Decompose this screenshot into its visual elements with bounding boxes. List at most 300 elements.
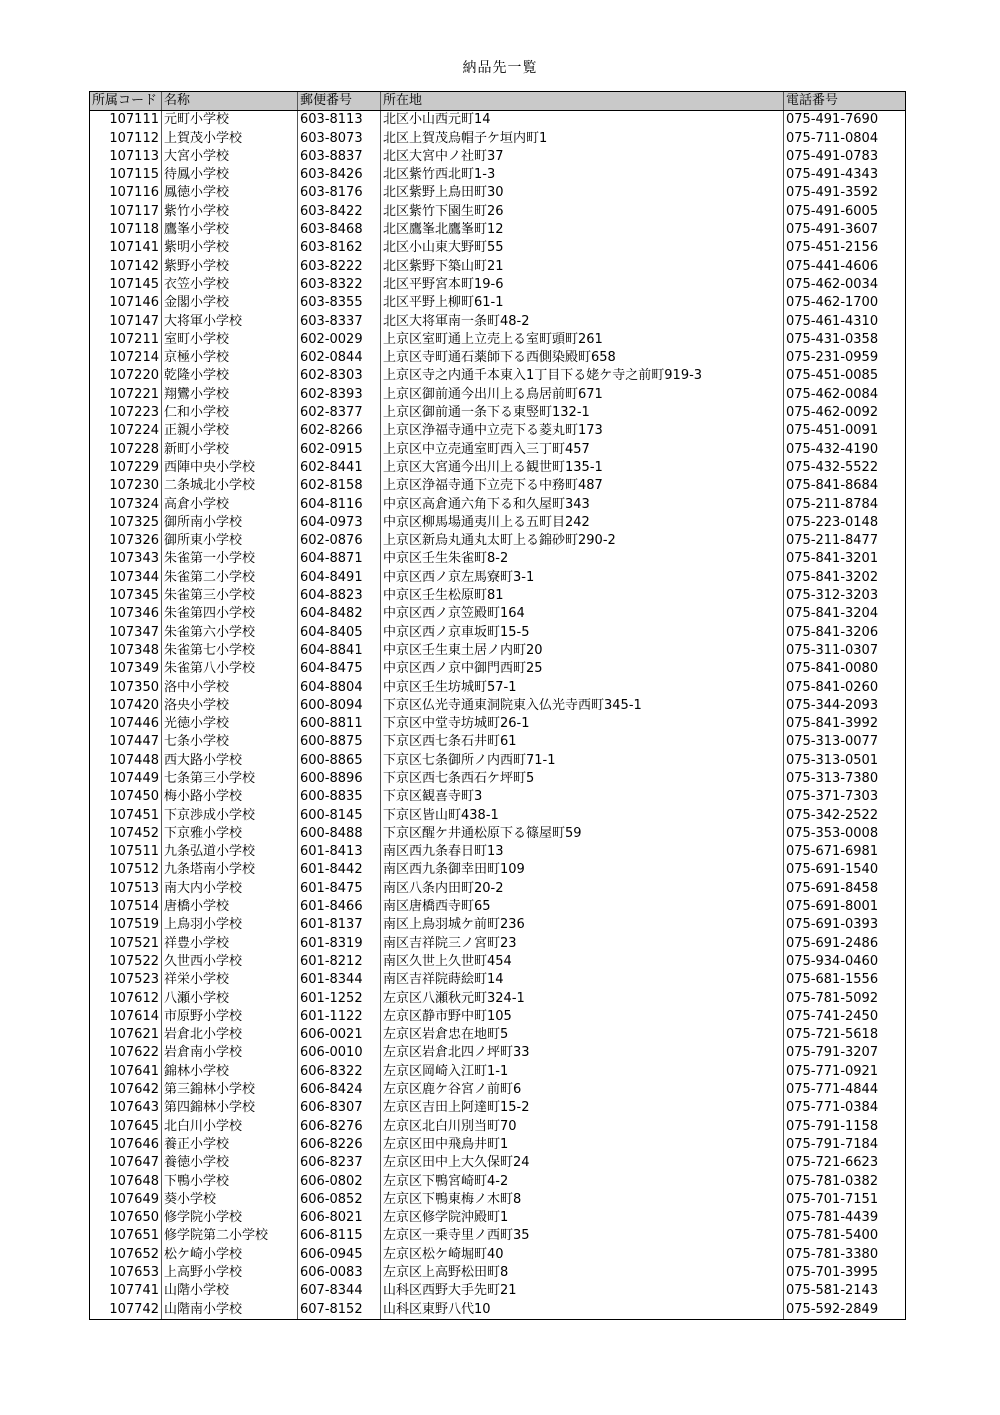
table-row (90, 550, 906, 568)
cell-code: 107622 (90, 1044, 162, 1062)
cell-name: 山階南小学校 (162, 1301, 298, 1320)
cell-code: 107350 (90, 679, 162, 697)
table-row (90, 166, 906, 184)
cell-postal: 606-0021 (298, 1026, 381, 1044)
cell-postal: 606-8226 (298, 1136, 381, 1154)
cell-address: 中京区壬生坊城町57-1 (381, 679, 784, 697)
table-row (90, 367, 906, 385)
table-row (90, 1173, 906, 1191)
cell-phone: 075-841-3206 (784, 624, 906, 642)
table-row (90, 1136, 906, 1154)
cell-code: 107112 (90, 130, 162, 148)
cell-address: 北区大宮中ノ社町37 (381, 148, 784, 166)
cell-name: 大将軍小学校 (162, 313, 298, 331)
cell-postal: 602-8158 (298, 477, 381, 495)
cell-address: 中京区壬生松原町81 (381, 587, 784, 605)
cell-postal: 606-8424 (298, 1081, 381, 1099)
cell-phone: 075-691-2486 (784, 935, 906, 953)
cell-address: 上京区新烏丸通丸太町上る錦砂町290-2 (381, 532, 784, 550)
cell-postal: 604-0973 (298, 514, 381, 532)
cell-postal: 607-8344 (298, 1282, 381, 1300)
cell-code: 107349 (90, 660, 162, 678)
cell-phone: 075-491-7690 (784, 111, 906, 130)
cell-phone: 075-461-4310 (784, 313, 906, 331)
cell-address: 北区鷹峯北鷹峯町12 (381, 221, 784, 239)
table-row (90, 660, 906, 678)
cell-name: 梅小路小学校 (162, 788, 298, 806)
table-row (90, 807, 906, 825)
cell-name: 下鴨小学校 (162, 1173, 298, 1191)
cell-phone: 075-711-0804 (784, 130, 906, 148)
cell-postal: 603-8468 (298, 221, 381, 239)
cell-postal: 606-0945 (298, 1246, 381, 1264)
cell-name: 鷹峯小学校 (162, 221, 298, 239)
cell-postal: 603-8422 (298, 203, 381, 221)
cell-name: 大宮小学校 (162, 148, 298, 166)
cell-name: 八瀬小学校 (162, 990, 298, 1008)
cell-name: 祥豊小学校 (162, 935, 298, 953)
cell-phone: 075-311-0307 (784, 642, 906, 660)
cell-phone: 075-701-7151 (784, 1191, 906, 1209)
cell-postal: 602-8266 (298, 422, 381, 440)
table-row (90, 1246, 906, 1264)
cell-phone: 075-841-0260 (784, 679, 906, 697)
cell-postal: 606-0010 (298, 1044, 381, 1062)
cell-code: 107326 (90, 532, 162, 550)
cell-name: 紫野小学校 (162, 258, 298, 276)
cell-name: 上鳥羽小学校 (162, 916, 298, 934)
cell-postal: 602-0844 (298, 349, 381, 367)
cell-address: 左京区岩倉北四ノ坪町33 (381, 1044, 784, 1062)
cell-address: 上京区寺町通石薬師下る西側染殿町658 (381, 349, 784, 367)
cell-code: 107513 (90, 880, 162, 898)
cell-phone: 075-451-0091 (784, 422, 906, 440)
cell-code: 107643 (90, 1099, 162, 1117)
cell-address: 左京区田中上大久保町24 (381, 1154, 784, 1172)
table-row (90, 459, 906, 477)
cell-code: 107344 (90, 569, 162, 587)
header-code: 所属コード (90, 92, 162, 111)
cell-phone: 075-211-8784 (784, 496, 906, 514)
cell-phone: 075-841-3992 (784, 715, 906, 733)
cell-address: 北区紫野下築山町21 (381, 258, 784, 276)
cell-code: 107614 (90, 1008, 162, 1026)
cell-postal: 600-8811 (298, 715, 381, 733)
cell-code: 107449 (90, 770, 162, 788)
table-row (90, 861, 906, 879)
cell-address: 上京区浄福寺通中立売下る菱丸町173 (381, 422, 784, 440)
cell-phone: 075-344-2093 (784, 697, 906, 715)
cell-phone: 075-934-0460 (784, 953, 906, 971)
cell-phone: 075-431-0358 (784, 331, 906, 349)
cell-address: 南区吉祥院三ノ宮町23 (381, 935, 784, 953)
cell-code: 107346 (90, 605, 162, 623)
cell-address: 南区久世上久世町454 (381, 953, 784, 971)
cell-phone: 075-841-3204 (784, 605, 906, 623)
cell-address: 南区八条内田町20-2 (381, 880, 784, 898)
cell-code: 107230 (90, 477, 162, 495)
table-row (90, 990, 906, 1008)
cell-phone: 075-781-0382 (784, 1173, 906, 1191)
cell-address: 中京区西ノ京笠殿町164 (381, 605, 784, 623)
cell-name: 山階小学校 (162, 1282, 298, 1300)
cell-postal: 604-8841 (298, 642, 381, 660)
cell-name: 岩倉北小学校 (162, 1026, 298, 1044)
cell-code: 107448 (90, 752, 162, 770)
cell-phone: 075-211-8477 (784, 532, 906, 550)
cell-address: 左京区岡崎入江町1-1 (381, 1063, 784, 1081)
cell-postal: 603-8162 (298, 239, 381, 257)
cell-postal: 603-8222 (298, 258, 381, 276)
cell-code: 107141 (90, 239, 162, 257)
cell-phone: 075-231-0959 (784, 349, 906, 367)
cell-postal: 600-8488 (298, 825, 381, 843)
cell-address: 左京区修学院沖殿町1 (381, 1209, 784, 1227)
cell-phone: 075-691-1540 (784, 861, 906, 879)
cell-name: 紫竹小学校 (162, 203, 298, 221)
cell-address: 左京区北白川別当町70 (381, 1118, 784, 1136)
cell-address: 左京区上高野松田町8 (381, 1264, 784, 1282)
cell-code: 107343 (90, 550, 162, 568)
table-row (90, 477, 906, 495)
cell-phone: 075-781-3380 (784, 1246, 906, 1264)
cell-postal: 604-8871 (298, 550, 381, 568)
table-row (90, 587, 906, 605)
cell-address: 北区平野宮本町19-6 (381, 276, 784, 294)
cell-postal: 603-8176 (298, 184, 381, 202)
cell-name: 高倉小学校 (162, 496, 298, 514)
cell-postal: 606-0852 (298, 1191, 381, 1209)
cell-address: 中京区西ノ京中御門西町25 (381, 660, 784, 678)
table-row (90, 715, 906, 733)
cell-name: 洛中小学校 (162, 679, 298, 697)
table-row (90, 898, 906, 916)
cell-postal: 604-8405 (298, 624, 381, 642)
cell-postal: 606-8307 (298, 1099, 381, 1117)
cell-address: 上京区中立売通室町西入三丁町457 (381, 441, 784, 459)
cell-name: 九条弘道小学校 (162, 843, 298, 861)
cell-name: 朱雀第四小学校 (162, 605, 298, 623)
cell-phone: 075-491-4343 (784, 166, 906, 184)
cell-address: 左京区岩倉忠在地町5 (381, 1026, 784, 1044)
cell-address: 中京区壬生東土居ノ内町20 (381, 642, 784, 660)
cell-postal: 600-8896 (298, 770, 381, 788)
table-row (90, 496, 906, 514)
cell-postal: 606-0802 (298, 1173, 381, 1191)
table-row (90, 1081, 906, 1099)
cell-code: 107648 (90, 1173, 162, 1191)
cell-postal: 602-0876 (298, 532, 381, 550)
cell-phone: 075-581-2143 (784, 1282, 906, 1300)
header-phone: 電話番号 (784, 92, 906, 111)
cell-phone: 075-313-0501 (784, 752, 906, 770)
table-row (90, 935, 906, 953)
cell-postal: 602-0915 (298, 441, 381, 459)
cell-address: 左京区吉田上阿達町15-2 (381, 1099, 784, 1117)
cell-postal: 602-8393 (298, 386, 381, 404)
cell-address: 中京区西ノ京左馬寮町3-1 (381, 569, 784, 587)
cell-postal: 604-8482 (298, 605, 381, 623)
cell-phone: 075-313-7380 (784, 770, 906, 788)
cell-address: 山科区西野大手先町21 (381, 1282, 784, 1300)
cell-code: 107519 (90, 916, 162, 934)
cell-phone: 075-771-0921 (784, 1063, 906, 1081)
cell-name: 仁和小学校 (162, 404, 298, 422)
cell-phone: 075-721-6623 (784, 1154, 906, 1172)
cell-phone: 075-312-3203 (784, 587, 906, 605)
cell-postal: 606-8276 (298, 1118, 381, 1136)
cell-code: 107116 (90, 184, 162, 202)
cell-phone: 075-353-0008 (784, 825, 906, 843)
cell-code: 107145 (90, 276, 162, 294)
cell-phone: 075-841-3202 (784, 569, 906, 587)
cell-postal: 604-8823 (298, 587, 381, 605)
cell-name: 乾隆小学校 (162, 367, 298, 385)
cell-address: 山科区東野八代10 (381, 1301, 784, 1320)
cell-address: 上京区寺之内通千本東入1丁目下る姥ケ寺之前町919-3 (381, 367, 784, 385)
cell-code: 107324 (90, 496, 162, 514)
cell-address: 下京区観喜寺町3 (381, 788, 784, 806)
cell-address: 下京区西七条石井町61 (381, 733, 784, 751)
cell-name: 新町小学校 (162, 441, 298, 459)
table-row (90, 916, 906, 934)
cell-name: 下京雅小学校 (162, 825, 298, 843)
cell-name: 西大路小学校 (162, 752, 298, 770)
header-address: 所在地 (381, 92, 784, 111)
cell-code: 107523 (90, 971, 162, 989)
table-row (90, 770, 906, 788)
header-name: 名称 (162, 92, 298, 111)
cell-address: 中京区西ノ京車坂町15-5 (381, 624, 784, 642)
table-row (90, 184, 906, 202)
cell-postal: 601-8344 (298, 971, 381, 989)
cell-postal: 600-8145 (298, 807, 381, 825)
table-row (90, 1044, 906, 1062)
table-row (90, 1227, 906, 1245)
table-row (90, 441, 906, 459)
cell-phone: 075-721-5618 (784, 1026, 906, 1044)
cell-address: 上京区御前通一条下る東竪町132-1 (381, 404, 784, 422)
cell-name: 久世西小学校 (162, 953, 298, 971)
cell-name: 七条第三小学校 (162, 770, 298, 788)
cell-code: 107347 (90, 624, 162, 642)
cell-phone: 075-371-7303 (784, 788, 906, 806)
cell-code: 107521 (90, 935, 162, 953)
cell-code: 107642 (90, 1081, 162, 1099)
cell-code: 107646 (90, 1136, 162, 1154)
cell-phone: 075-491-6005 (784, 203, 906, 221)
table-row (90, 1282, 906, 1300)
table-row (90, 532, 906, 550)
cell-phone: 075-441-4606 (784, 258, 906, 276)
table-row (90, 1209, 906, 1227)
cell-name: 松ケ崎小学校 (162, 1246, 298, 1264)
cell-name: 元町小学校 (162, 111, 298, 130)
cell-address: 北区紫竹西北町1-3 (381, 166, 784, 184)
cell-code: 107345 (90, 587, 162, 605)
table-row (90, 733, 906, 751)
cell-code: 107117 (90, 203, 162, 221)
cell-name: 待鳳小学校 (162, 166, 298, 184)
table-row (90, 624, 906, 642)
cell-phone: 075-771-4844 (784, 1081, 906, 1099)
cell-address: 上京区室町通上立売上る室町頭町261 (381, 331, 784, 349)
cell-postal: 601-8137 (298, 916, 381, 934)
table-row (90, 953, 906, 971)
table-row (90, 752, 906, 770)
cell-postal: 602-8303 (298, 367, 381, 385)
table-row (90, 825, 906, 843)
cell-address: 左京区下鴨東梅ノ木町8 (381, 1191, 784, 1209)
table-body (90, 111, 906, 1320)
table-row (90, 605, 906, 623)
table-row (90, 258, 906, 276)
cell-name: 光徳小学校 (162, 715, 298, 733)
cell-code: 107348 (90, 642, 162, 660)
cell-phone: 075-462-1700 (784, 294, 906, 312)
cell-address: 南区唐橋西寺町65 (381, 898, 784, 916)
cell-postal: 602-0029 (298, 331, 381, 349)
cell-postal: 604-8116 (298, 496, 381, 514)
cell-address: 北区小山西元町14 (381, 111, 784, 130)
table-row (90, 1264, 906, 1282)
cell-phone: 075-781-4439 (784, 1209, 906, 1227)
table-row (90, 880, 906, 898)
cell-code: 107512 (90, 861, 162, 879)
cell-postal: 601-1252 (298, 990, 381, 1008)
cell-phone: 075-432-5522 (784, 459, 906, 477)
cell-postal: 607-8152 (298, 1301, 381, 1320)
cell-postal: 600-8865 (298, 752, 381, 770)
table-row (90, 130, 906, 148)
table-row (90, 843, 906, 861)
cell-postal: 603-8337 (298, 313, 381, 331)
cell-phone: 075-841-3201 (784, 550, 906, 568)
cell-postal: 601-8475 (298, 880, 381, 898)
cell-postal: 602-8377 (298, 404, 381, 422)
cell-code: 107146 (90, 294, 162, 312)
cell-code: 107451 (90, 807, 162, 825)
cell-code: 107612 (90, 990, 162, 1008)
table-row (90, 1063, 906, 1081)
cell-code: 107641 (90, 1063, 162, 1081)
cell-name: 紫明小学校 (162, 239, 298, 257)
cell-code: 107325 (90, 514, 162, 532)
cell-address: 下京区醒ケ井通松原下る篠屋町59 (381, 825, 784, 843)
table-row (90, 1026, 906, 1044)
cell-code: 107511 (90, 843, 162, 861)
cell-name: 朱雀第二小学校 (162, 569, 298, 587)
cell-code: 107452 (90, 825, 162, 843)
table-row (90, 313, 906, 331)
table-row (90, 276, 906, 294)
cell-address: 南区西九条春日町13 (381, 843, 784, 861)
cell-name: 御所東小学校 (162, 532, 298, 550)
cell-address: 中京区壬生朱雀町8-2 (381, 550, 784, 568)
cell-name: 北白川小学校 (162, 1118, 298, 1136)
table-row (90, 679, 906, 697)
cell-phone: 075-841-8684 (784, 477, 906, 495)
cell-address: 北区上賀茂烏帽子ケ垣内町1 (381, 130, 784, 148)
cell-postal: 604-8491 (298, 569, 381, 587)
cell-postal: 603-8073 (298, 130, 381, 148)
cell-name: 第四錦林小学校 (162, 1099, 298, 1117)
cell-address: 中京区高倉通六角下る和久屋町343 (381, 496, 784, 514)
cell-phone: 075-462-0092 (784, 404, 906, 422)
cell-address: 左京区下鴨宮崎町4-2 (381, 1173, 784, 1191)
table-row (90, 331, 906, 349)
cell-name: 衣笠小学校 (162, 276, 298, 294)
cell-name: 朱雀第七小学校 (162, 642, 298, 660)
cell-phone: 075-701-3995 (784, 1264, 906, 1282)
cell-postal: 600-8094 (298, 697, 381, 715)
cell-phone: 075-741-2450 (784, 1008, 906, 1026)
cell-name: 唐橋小学校 (162, 898, 298, 916)
cell-name: 岩倉南小学校 (162, 1044, 298, 1062)
table-row (90, 1301, 906, 1320)
table-row (90, 697, 906, 715)
cell-address: 北区紫竹下園生町26 (381, 203, 784, 221)
table-header-row (90, 92, 906, 111)
cell-name: 翔鸞小学校 (162, 386, 298, 404)
cell-name: 朱雀第八小学校 (162, 660, 298, 678)
table-row (90, 148, 906, 166)
cell-postal: 603-8322 (298, 276, 381, 294)
cell-address: 左京区松ケ崎堀町40 (381, 1246, 784, 1264)
cell-code: 107211 (90, 331, 162, 349)
cell-name: 洛央小学校 (162, 697, 298, 715)
cell-code: 107228 (90, 441, 162, 459)
cell-name: 葵小学校 (162, 1191, 298, 1209)
cell-code: 107142 (90, 258, 162, 276)
cell-code: 107214 (90, 349, 162, 367)
cell-address: 北区紫野上鳥田町30 (381, 184, 784, 202)
cell-phone: 075-491-0783 (784, 148, 906, 166)
cell-code: 107621 (90, 1026, 162, 1044)
cell-name: 下京渉成小学校 (162, 807, 298, 825)
cell-phone: 075-432-4190 (784, 441, 906, 459)
cell-name: 養正小学校 (162, 1136, 298, 1154)
cell-postal: 600-8875 (298, 733, 381, 751)
cell-postal: 601-8413 (298, 843, 381, 861)
cell-code: 107650 (90, 1209, 162, 1227)
cell-postal: 603-8355 (298, 294, 381, 312)
cell-phone: 075-781-5092 (784, 990, 906, 1008)
header-postal: 郵便番号 (298, 92, 381, 111)
cell-name: 市原野小学校 (162, 1008, 298, 1026)
cell-name: 修学院第二小学校 (162, 1227, 298, 1245)
cell-code: 107229 (90, 459, 162, 477)
cell-code: 107522 (90, 953, 162, 971)
table-row (90, 1191, 906, 1209)
cell-phone: 075-223-0148 (784, 514, 906, 532)
table-row (90, 111, 906, 130)
cell-name: 朱雀第一小学校 (162, 550, 298, 568)
cell-phone: 075-771-0384 (784, 1099, 906, 1117)
cell-phone: 075-451-2156 (784, 239, 906, 257)
cell-name: 南大内小学校 (162, 880, 298, 898)
table-row (90, 349, 906, 367)
cell-address: 左京区八瀬秋元町324-1 (381, 990, 784, 1008)
cell-code: 107446 (90, 715, 162, 733)
cell-address: 下京区皆山町438-1 (381, 807, 784, 825)
cell-code: 107111 (90, 111, 162, 130)
cell-phone: 075-781-5400 (784, 1227, 906, 1245)
cell-postal: 601-8442 (298, 861, 381, 879)
cell-name: 上賀茂小学校 (162, 130, 298, 148)
cell-name: 九条塔南小学校 (162, 861, 298, 879)
cell-postal: 606-8115 (298, 1227, 381, 1245)
